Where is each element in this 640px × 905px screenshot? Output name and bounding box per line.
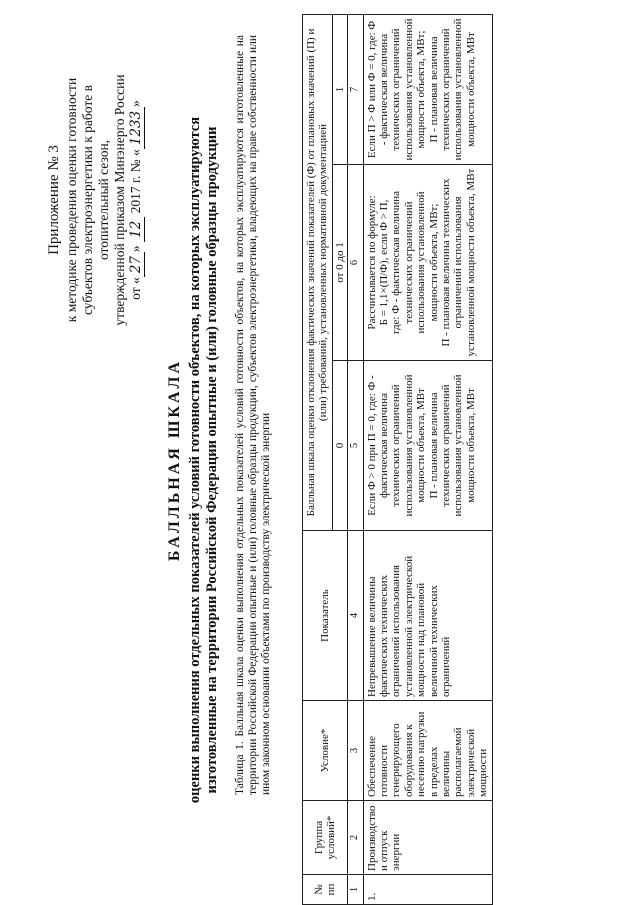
appendix-line: утвержденной приказом Минэнерго России: [112, 74, 127, 326]
appendix-block: [46, 35, 145, 365]
score-one: 1: [332, 14, 347, 164]
title-line: оценки выполнения отдельных показателей условий готовности объектов, на которых эксплуатируются: [187, 116, 203, 804]
column-number: 5: [348, 361, 363, 531]
row-indicator: Непревышение величины фактических технических ограничений использования установленной электрической мощности над плановой величиной технических ограничений: [363, 531, 492, 701]
row-score-one: Если П > Ф или Ф = 0, где: Ф - фактическая величина технических ограничений использования установленной мощности объекта, МВт; П - плановая величина технических ограничений использования установленной мощности объекта, МВт: [363, 14, 492, 164]
header-num: № пп: [303, 875, 348, 905]
table-header-row: [303, 14, 333, 904]
handwritten-number: 1233: [128, 107, 145, 149]
column-number: 7: [348, 14, 363, 164]
row-score-range: Рассчитывается по формуле: Б = 1,1×(П/Ф), если Ф > П, где: Ф - фактическая величина технических ограничений использования установленной мощности объекта, МВт; П - плановая величина технических ограничений использования установленной мощности объекта, МВт: [363, 165, 492, 361]
column-number: 6: [348, 165, 363, 361]
appendix-line: к методике проведения оценки готовности: [64, 77, 79, 323]
handwritten-day: 27: [128, 252, 145, 277]
table-row: [363, 14, 492, 904]
column-number: 3: [348, 701, 363, 801]
score-zero: 0: [332, 361, 347, 531]
header-scale: Балльная шкала оценки отклонения фактических значений показателей (Ф) от плановых значений (П) и (или) требований, установленных нормативной документацией: [303, 14, 333, 530]
appendix-title: Приложение № 3: [46, 145, 62, 255]
column-number: 2: [348, 801, 363, 875]
appendix-line: субъектов электроэнергетики к работе в: [80, 84, 95, 316]
score-range: от 0 до 1: [332, 165, 347, 361]
row-score-zero: Если Ф > 0 при П = 0, где: Ф - фактическая величина технических ограничений использования установленной мощности объекта, МВт П - плановая величина технических ограничений использования установленной мощности объекта, МВт: [363, 361, 492, 531]
header-group: Группа условий*: [303, 801, 348, 875]
score-formula: Б = 1,1×(П/Ф), если Ф > П,: [378, 199, 391, 326]
column-number: 1: [348, 875, 363, 905]
score-table: [302, 14, 493, 905]
row-condition: Обеспечение готовности генерирующего оборудования к несению нагрузки в пределах величины располагаемой электрической мощности: [363, 701, 492, 801]
column-number: 4: [348, 531, 363, 701]
header-condition: Условие*: [303, 701, 348, 801]
appendix-date: от «27» 12 2017 г. № «1233»: [128, 100, 144, 300]
title-line: изготовленные на территории Российской Федерации опытные и (или) головные образцы продукции: [204, 126, 220, 794]
appendix-line: отопительный сезон,: [96, 139, 111, 261]
row-group: Производство и отпуск энергии: [363, 801, 492, 875]
row-num: 1.: [363, 875, 492, 905]
column-number-row: [348, 14, 363, 904]
document-title: [166, 45, 221, 875]
header-indicator: Показатель: [303, 531, 348, 701]
table-caption: Таблица 1. Балльная шкала оценки выполнения отдельных показателей условий готовности объектов, на которых эксплуатируются изготовленные на территории Российской Федерации опытные и (или) головные образцы продукции, субъектов электроэнергетики, владеющих на праве собственности или ином законном основании объектами по производству электрической энергии: [234, 35, 272, 795]
handwritten-month: 12: [128, 217, 145, 242]
title-main: БАЛЛЬНАЯ ШКАЛА: [166, 358, 183, 562]
